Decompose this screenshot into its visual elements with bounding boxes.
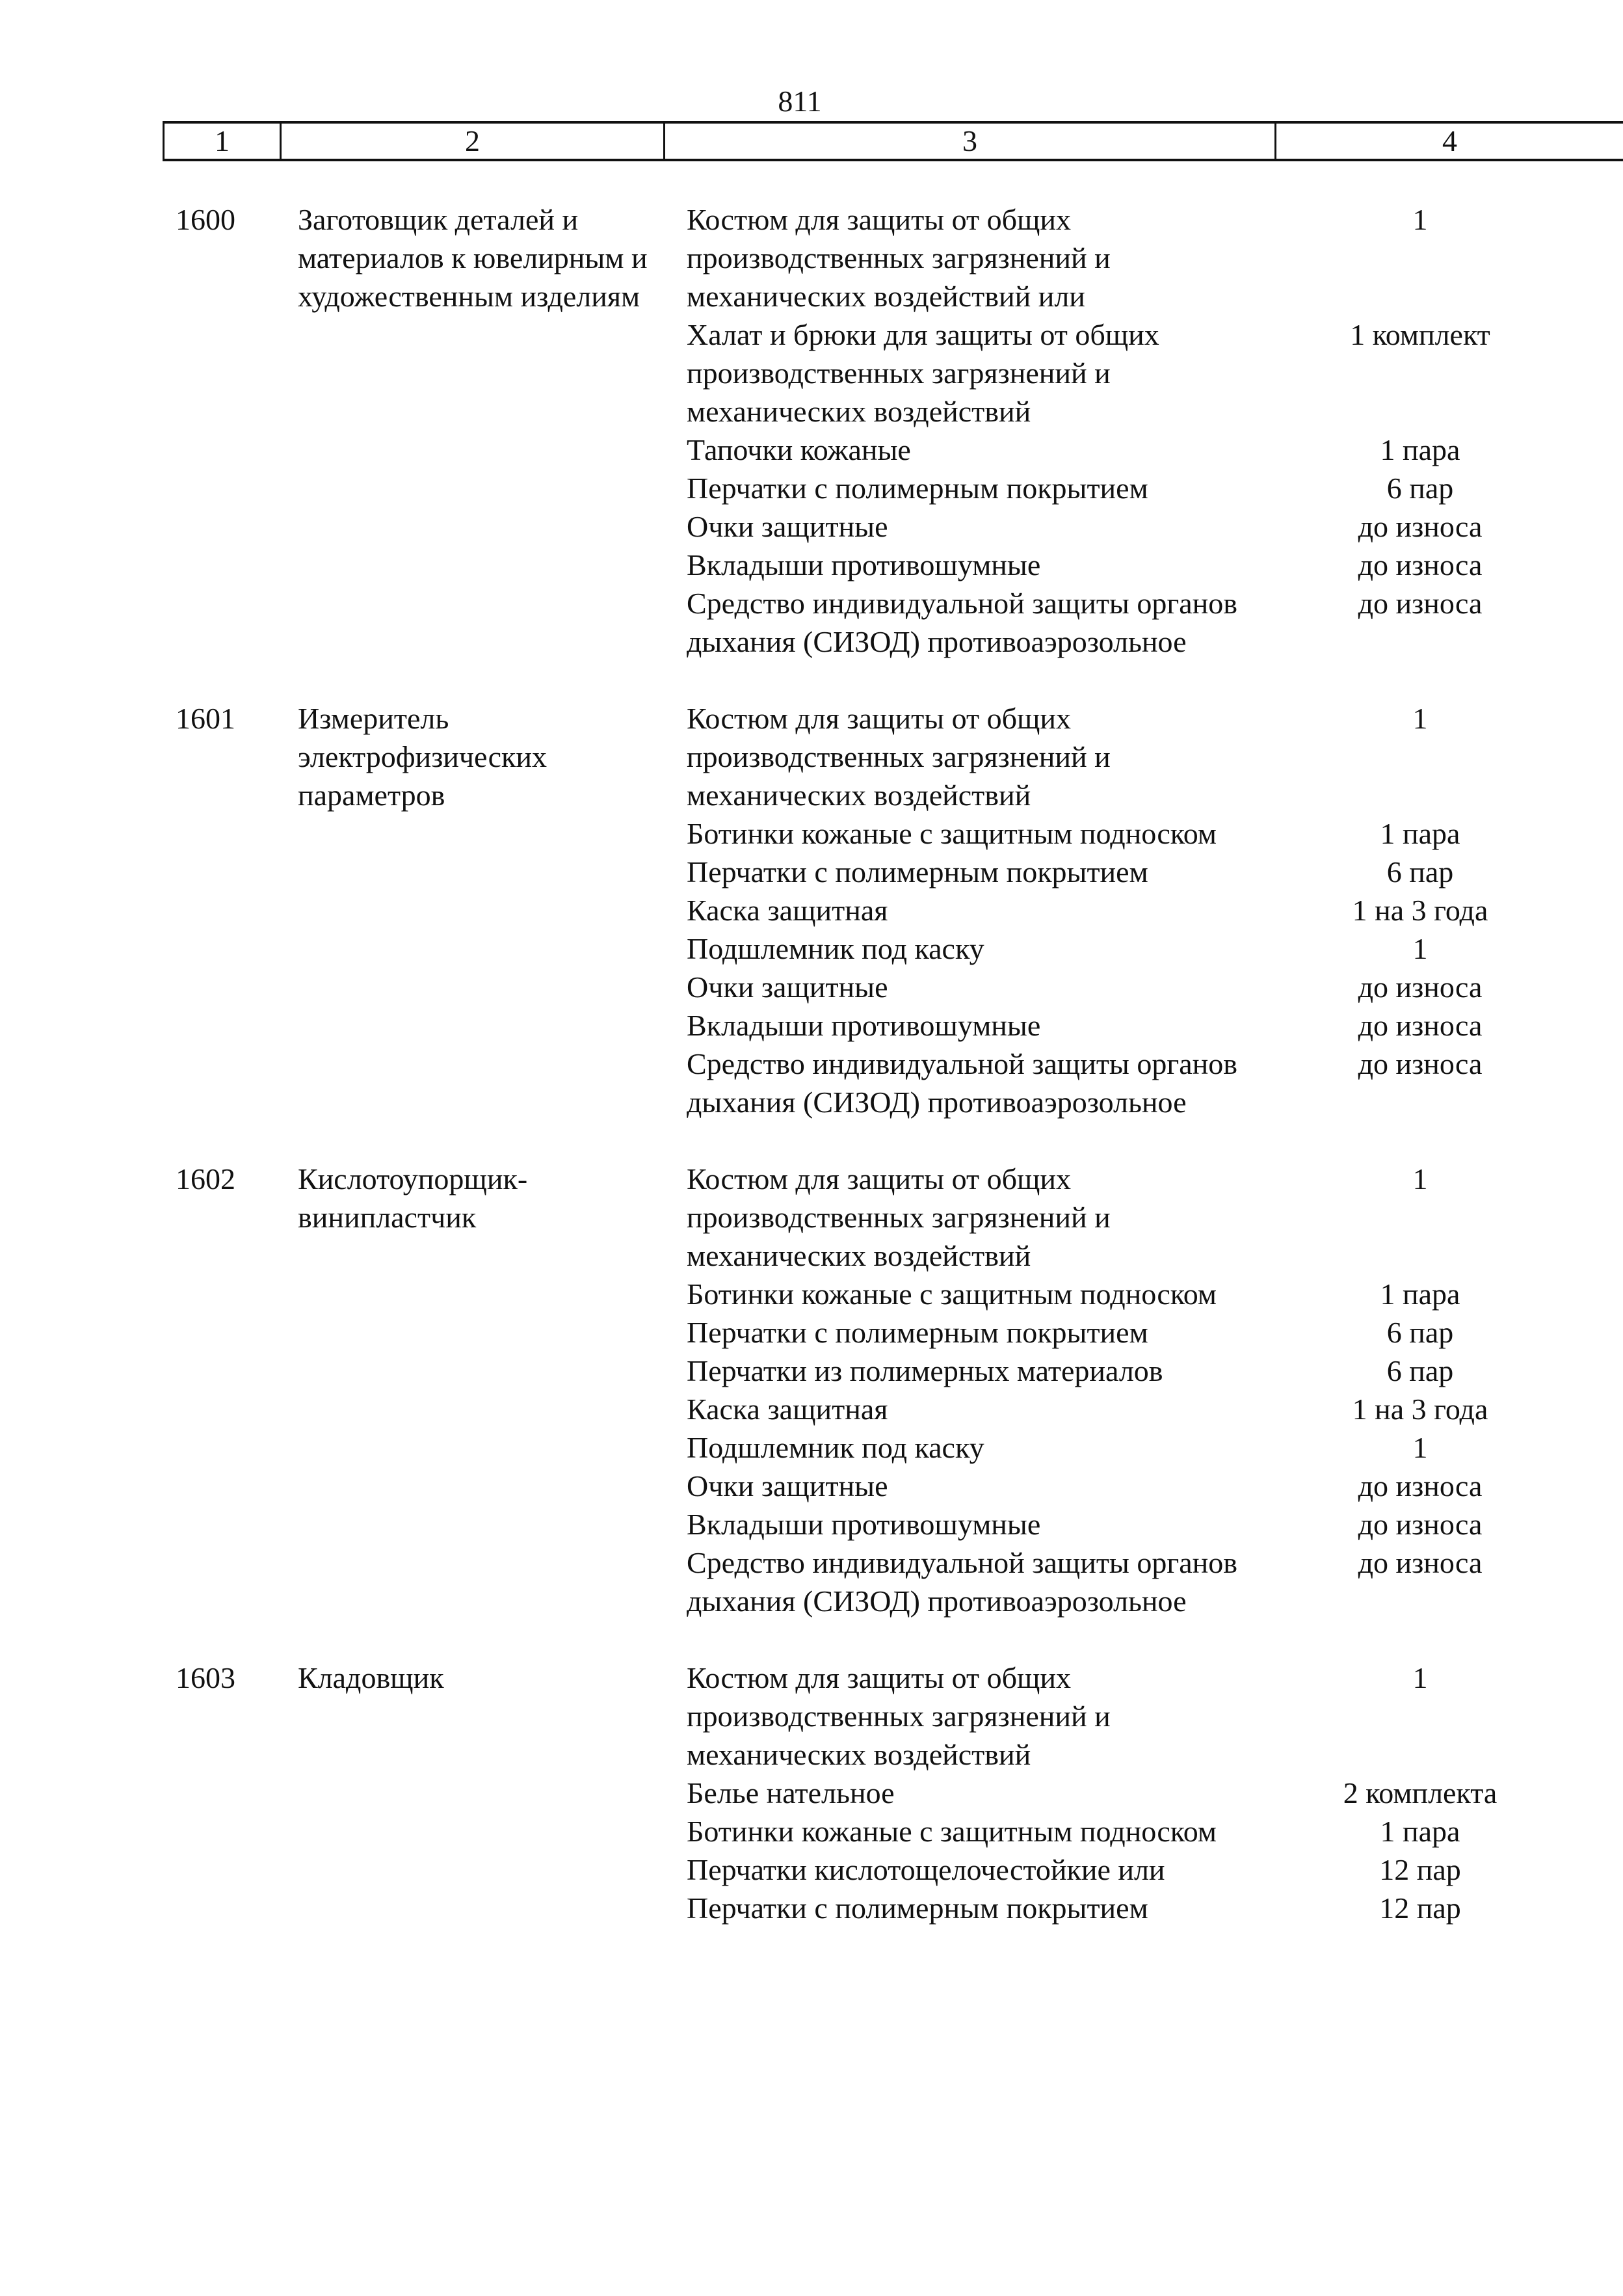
profession-code: 1602: [176, 1162, 235, 1195]
equipment-name: Ботинки кожаные с защитным подноском: [687, 1815, 1217, 1848]
equipment-item: [687, 1889, 1623, 1927]
profession-code: 1603: [176, 1661, 235, 1694]
profession-code: 1600: [176, 203, 235, 236]
column-header-2: 2: [280, 124, 663, 159]
page-number: 811: [778, 85, 822, 118]
equipment-item: [687, 1543, 1623, 1620]
equipment-item: [687, 1467, 1623, 1505]
table-header-row: [163, 121, 1623, 161]
equipment-quantity: 1: [1412, 203, 1428, 236]
equipment-quantity: 2 комплекта: [1343, 1776, 1498, 1809]
equipment-item: [687, 1352, 1623, 1390]
equipment-name: Костюм для защиты от общих производственных загрязнений и механических воздействий: [687, 702, 1111, 812]
equipment-name: Очки защитные: [687, 970, 888, 1004]
equipment-name: Ботинки кожаные с защитным подноском: [687, 1277, 1217, 1311]
equipment-item: [687, 814, 1623, 853]
equipment-name: Костюм для защиты от общих производственных загрязнений и механических воздействий или: [687, 203, 1111, 313]
equipment-quantity: 1 пара: [1380, 1815, 1460, 1848]
equipment-item: [687, 1774, 1623, 1812]
equipment-item: [687, 1812, 1623, 1850]
equipment-name: Халат и брюки для защиты от общих производственных загрязнений и механических воздействий: [687, 318, 1159, 428]
equipment-name: Перчатки с полимерным покрытием: [687, 1891, 1148, 1925]
equipment-item: [687, 469, 1623, 507]
equipment-name: Ботинки кожаные с защитным подноском: [687, 817, 1217, 850]
equipment-quantity: 12 пар: [1379, 1853, 1461, 1886]
equipment-item: [687, 1390, 1623, 1428]
table-body: [0, 200, 1623, 1966]
equipment-item: [687, 891, 1623, 929]
equipment-quantity: 1: [1412, 1431, 1428, 1464]
equipment-list: [687, 1659, 1623, 1927]
equipment-quantity: до износа: [1358, 1047, 1483, 1080]
equipment-name: Средство индивидуальной защиты органов дыхания (СИЗОД) противоаэрозольное: [687, 1546, 1237, 1618]
equipment-item: [687, 968, 1623, 1006]
equipment-quantity: до износа: [1358, 1546, 1483, 1579]
equipment-item: [687, 1045, 1623, 1121]
equipment-name: Перчатки с полимерным покрытием: [687, 855, 1148, 888]
table-entry: [0, 1659, 1623, 1927]
equipment-quantity: до износа: [1358, 1009, 1483, 1042]
equipment-name: Перчатки кислотощелочестойкие или: [687, 1853, 1165, 1886]
equipment-name: Перчатки с полимерным покрытием: [687, 472, 1148, 505]
equipment-item: [687, 1275, 1623, 1313]
profession-name: Измеритель электрофизических параметров: [298, 702, 547, 812]
equipment-quantity: 6 пар: [1386, 1316, 1454, 1349]
equipment-name: Каска защитная: [687, 894, 888, 927]
equipment-item: [687, 1006, 1623, 1045]
profession-code: 1601: [176, 702, 235, 735]
equipment-item: [687, 546, 1623, 584]
equipment-quantity: 1 комплект: [1350, 318, 1490, 351]
equipment-item: [687, 1659, 1623, 1774]
column-header-4: 4: [1274, 124, 1623, 159]
equipment-item: [687, 1505, 1623, 1543]
equipment-name: Вкладыши противошумные: [687, 548, 1041, 581]
equipment-name: Перчатки с полимерным покрытием: [687, 1316, 1148, 1349]
profession-name: Заготовщик деталей и материалов к ювелирным и художественным изделиям: [298, 203, 648, 313]
profession-name: Кладовщик: [298, 1661, 444, 1694]
equipment-quantity: до износа: [1358, 1508, 1483, 1541]
equipment-item: [687, 1313, 1623, 1352]
equipment-item: [687, 431, 1623, 469]
equipment-quantity: 1: [1412, 1162, 1428, 1195]
equipment-quantity: 6 пар: [1386, 855, 1454, 888]
equipment-item: [687, 200, 1623, 315]
equipment-name: Костюм для защиты от общих производственных загрязнений и механических воздействий: [687, 1661, 1111, 1771]
equipment-name: Вкладыши противошумные: [687, 1009, 1041, 1042]
equipment-quantity: 1 пара: [1380, 817, 1460, 850]
equipment-quantity: 1 пара: [1380, 433, 1460, 466]
equipment-name: Очки защитные: [687, 1469, 888, 1502]
equipment-quantity: до износа: [1358, 510, 1483, 543]
equipment-quantity: 1: [1412, 1661, 1428, 1694]
equipment-name: Каска защитная: [687, 1393, 888, 1426]
column-header-1: 1: [163, 124, 280, 159]
equipment-name: Средство индивидуальной защиты органов дыхания (СИЗОД) противоаэрозольное: [687, 587, 1237, 658]
equipment-quantity: 6 пар: [1386, 1354, 1454, 1387]
equipment-item: [687, 1160, 1623, 1275]
equipment-item: [687, 1428, 1623, 1467]
equipment-name: Средство индивидуальной защиты органов дыхания (СИЗОД) противоаэрозольное: [687, 1047, 1237, 1119]
equipment-item: [687, 929, 1623, 968]
table-entry: [0, 699, 1623, 1121]
equipment-item: [687, 315, 1623, 431]
equipment-name: Тапочки кожаные: [687, 433, 911, 466]
equipment-item: [687, 507, 1623, 546]
profession-name: Кислотоупорщик-винипластчик: [298, 1162, 528, 1234]
equipment-name: Очки защитные: [687, 510, 888, 543]
equipment-item: [687, 699, 1623, 814]
equipment-quantity: 1 пара: [1380, 1277, 1460, 1311]
column-header-3: 3: [663, 124, 1274, 159]
equipment-quantity: 12 пар: [1379, 1891, 1461, 1925]
equipment-quantity: до износа: [1358, 1469, 1483, 1502]
equipment-quantity: 1: [1412, 702, 1428, 735]
equipment-list: [687, 1160, 1623, 1620]
equipment-name: Перчатки из полимерных материалов: [687, 1354, 1163, 1387]
table-entry: [0, 200, 1623, 661]
table-entry: [0, 1160, 1623, 1620]
equipment-item: [687, 1850, 1623, 1889]
equipment-name: Костюм для защиты от общих производственных загрязнений и механических воздействий: [687, 1162, 1111, 1272]
equipment-quantity: до износа: [1358, 587, 1483, 620]
equipment-name: Подшлемник под каску: [687, 1431, 984, 1464]
equipment-list: [687, 699, 1623, 1121]
equipment-quantity: 1 на 3 года: [1352, 1393, 1488, 1426]
equipment-name: Белье нательное: [687, 1776, 895, 1809]
equipment-quantity: 1 на 3 года: [1352, 894, 1488, 927]
equipment-name: Вкладыши противошумные: [687, 1508, 1041, 1541]
equipment-quantity: 6 пар: [1386, 472, 1454, 505]
equipment-list: [687, 200, 1623, 661]
equipment-item: [687, 584, 1623, 661]
equipment-quantity: до износа: [1358, 548, 1483, 581]
equipment-quantity: 1: [1412, 932, 1428, 965]
equipment-quantity: до износа: [1358, 970, 1483, 1004]
equipment-item: [687, 853, 1623, 891]
equipment-name: Подшлемник под каску: [687, 932, 984, 965]
